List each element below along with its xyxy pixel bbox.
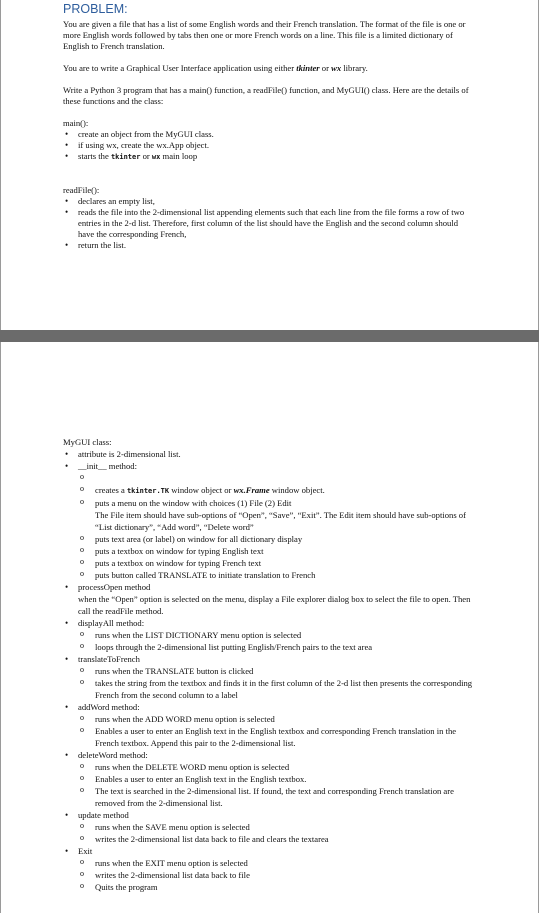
list-item: • __init__ method: [63, 460, 475, 472]
sub-item: o puts button called TRANSLATE to initiate translation to French [63, 569, 475, 581]
problem-heading: PROBLEM: [63, 2, 128, 16]
sub-item: o runs when the EXIT menu option is selected [63, 857, 475, 869]
text: processOpen method [78, 582, 151, 592]
sub-item: o takes the string from the textbox and finds it in the first column of the 2-d list then presents the corresponding French from the second column to a label [63, 677, 475, 701]
intro-section [63, 19, 475, 251]
text: main loop [160, 151, 198, 161]
sub-item: o runs when the DELETE WORD menu option is selected [63, 761, 475, 773]
page-separator [0, 330, 539, 342]
sub-item: o The text is searched in the 2-dimensional list. If found, the text and corresponding French translation are removed from the 2-dimensional list. [63, 785, 475, 809]
page-border-left [0, 0, 1, 330]
text: library. [341, 63, 368, 73]
list-item: • Exit [63, 845, 475, 857]
sub-item: o puts a textbox on window for typing French text [63, 557, 475, 569]
intro-paragraph-3: Write a Python 3 program that has a main() function, a readFile() function, and MyGUI() class. Here are the details of these functions and the class: [63, 85, 469, 106]
wx-text: wx [331, 63, 342, 73]
wx-frame-text: wx.Frame [233, 485, 270, 495]
list-item: • addWord method: [63, 701, 475, 713]
sub-item: o runs when the LIST DICTIONARY menu option is selected [63, 629, 475, 641]
list-item: • displayAll method: [63, 617, 475, 629]
main-heading: main(): [63, 118, 89, 128]
tkinter-text: tkinter [110, 153, 141, 161]
page-2 [0, 342, 539, 913]
sub-item: o loops through the 2-dimensional list putting English/French pairs to the text area [63, 641, 475, 653]
wx-text: wx [151, 153, 161, 161]
list-item [63, 581, 475, 617]
text: You are to write a Graphical User Interface application using either [63, 63, 297, 73]
list-item: • reads the file into the 2-dimensional list appending elements such that each line from the file forms a row of two entries in the 2-d list. Therefore, first column of the list should have the English and the second column should have the corresponding French, [63, 207, 475, 240]
sub-item [63, 497, 475, 533]
sub-item: o puts text area (or label) on window for all dictionary display [63, 533, 475, 545]
list-item: • attribute is 2-dimensional list. [63, 448, 475, 460]
sub-item [63, 484, 475, 497]
sub-item: o writes the 2-dimensional list data back to file [63, 869, 475, 881]
mygui-list [63, 448, 475, 893]
readfile-heading: readFile(): [63, 185, 100, 195]
empty-sub-item [63, 472, 475, 484]
text: creates a [95, 485, 127, 495]
list-item: • if using wx, create the wx.App object. [63, 140, 475, 151]
text: or [140, 151, 152, 161]
list-item: • deleteWord method: [63, 749, 475, 761]
list-item: • return the list. [63, 240, 475, 251]
sub-item: o puts a textbox on window for typing English text [63, 545, 475, 557]
sub-item: o runs when the SAVE menu option is selected [63, 821, 475, 833]
text: puts a menu on the window with choices (1) File (2) Edit [95, 498, 292, 508]
tkinter-text: tkinter.TK [126, 487, 170, 495]
list-item: • translateToFrench [63, 653, 475, 665]
text: The File item should have sub-options of “Open”, “Save”, “Exit”. The Edit item should have sub-options of “List dictionary”, “Add word”, “Delete word” [95, 510, 466, 532]
mygui-section [63, 436, 475, 893]
text: starts the [78, 151, 111, 161]
list-item: • update method [63, 809, 475, 821]
tkinter-text: tkinter [296, 63, 320, 73]
sub-item: o runs when the ADD WORD menu option is selected [63, 713, 475, 725]
page-1 [0, 0, 539, 330]
page-border-left [0, 342, 1, 913]
intro-paragraph-1: You are given a file that has a list of some English words and their French translation. The format of the file is one or more English words followed by tabs then one or more French words on a line. This file is a limited dictionary of English to French translation. [63, 19, 466, 51]
text: when the “Open” option is selected on the menu, display a File explorer dialog box to select the file to open. Then call the readFile method. [78, 594, 471, 616]
text: window object or [169, 485, 234, 495]
mygui-heading: MyGUI class: [63, 437, 112, 447]
main-list [63, 129, 475, 163]
readfile-list [63, 196, 475, 251]
sub-item: o Enables a user to enter an English text in the English textbox. [63, 773, 475, 785]
text: or [319, 63, 332, 73]
sub-item: o Quits the program [63, 881, 475, 893]
intro-paragraph-2 [63, 63, 475, 74]
list-item: • declares an empty list, [63, 196, 475, 207]
list-item: • create an object from the MyGUI class. [63, 129, 475, 140]
list-item [63, 151, 475, 163]
sub-item: o Enables a user to enter an English text in the English textbox and corresponding French translation in the French textbox. Append this pair to the 2-dimensional list. [63, 725, 475, 749]
text: window object. [269, 485, 325, 495]
sub-item: o runs when the TRANSLATE button is clicked [63, 665, 475, 677]
sub-item: o writes the 2-dimensional list data back to file and clears the textarea [63, 833, 475, 845]
